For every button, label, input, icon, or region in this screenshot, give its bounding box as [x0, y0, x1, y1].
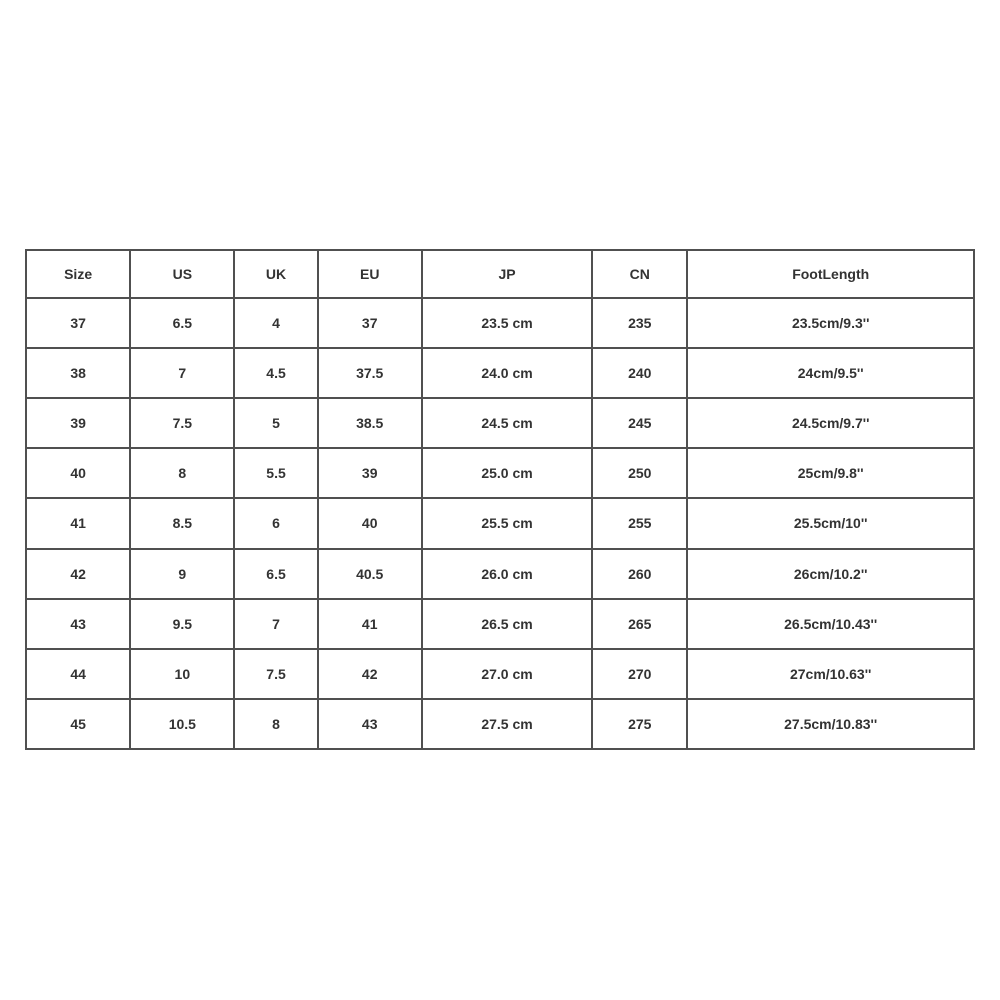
cell-cn: 235 — [592, 298, 687, 348]
cell-cn: 275 — [592, 699, 687, 749]
cell-cn: 240 — [592, 348, 687, 398]
cell-jp: 23.5 cm — [422, 298, 592, 348]
cell-uk: 4.5 — [234, 348, 317, 398]
cell-uk: 7 — [234, 599, 317, 649]
cell-jp: 24.0 cm — [422, 348, 592, 398]
cell-eu: 42 — [318, 649, 422, 699]
cell-eu: 37 — [318, 298, 422, 348]
cell-jp: 25.0 cm — [422, 448, 592, 498]
cell-uk: 4 — [234, 298, 317, 348]
cell-foot-length: 26cm/10.2'' — [687, 549, 974, 599]
cell-us: 7.5 — [130, 398, 234, 448]
cell-cn: 250 — [592, 448, 687, 498]
cell-foot-length: 25cm/9.8'' — [687, 448, 974, 498]
header-uk: UK — [234, 250, 317, 298]
cell-eu: 38.5 — [318, 398, 422, 448]
cell-foot-length: 24cm/9.5'' — [687, 348, 974, 398]
cell-foot-length: 26.5cm/10.43'' — [687, 599, 974, 649]
header-row — [26, 250, 974, 298]
cell-cn: 245 — [592, 398, 687, 448]
header-us: US — [130, 250, 234, 298]
cell-foot-length: 25.5cm/10'' — [687, 498, 974, 548]
table-row — [26, 298, 974, 348]
cell-cn: 260 — [592, 549, 687, 599]
cell-foot-length: 27.5cm/10.83'' — [687, 699, 974, 749]
header-size: Size — [26, 250, 130, 298]
cell-size: 37 — [26, 298, 130, 348]
cell-us: 10.5 — [130, 699, 234, 749]
cell-size: 39 — [26, 398, 130, 448]
cell-us: 8 — [130, 448, 234, 498]
cell-jp: 26.0 cm — [422, 549, 592, 599]
header-jp: JP — [422, 250, 592, 298]
cell-us: 10 — [130, 649, 234, 699]
header-foot-length: FootLength — [687, 250, 974, 298]
cell-size: 43 — [26, 599, 130, 649]
cell-cn: 255 — [592, 498, 687, 548]
cell-eu: 41 — [318, 599, 422, 649]
cell-eu: 40 — [318, 498, 422, 548]
cell-us: 6.5 — [130, 298, 234, 348]
cell-us: 8.5 — [130, 498, 234, 548]
table-row — [26, 498, 974, 548]
cell-size: 41 — [26, 498, 130, 548]
cell-uk: 7.5 — [234, 649, 317, 699]
header-cn: CN — [592, 250, 687, 298]
cell-eu: 43 — [318, 699, 422, 749]
cell-uk: 5.5 — [234, 448, 317, 498]
cell-jp: 27.5 cm — [422, 699, 592, 749]
cell-eu: 39 — [318, 448, 422, 498]
cell-size: 40 — [26, 448, 130, 498]
table-row — [26, 448, 974, 498]
header-eu: EU — [318, 250, 422, 298]
table-row — [26, 649, 974, 699]
table-row — [26, 599, 974, 649]
table-row — [26, 348, 974, 398]
cell-uk: 6.5 — [234, 549, 317, 599]
cell-size: 44 — [26, 649, 130, 699]
cell-jp: 25.5 cm — [422, 498, 592, 548]
cell-jp: 24.5 cm — [422, 398, 592, 448]
cell-uk: 5 — [234, 398, 317, 448]
cell-uk: 6 — [234, 498, 317, 548]
cell-cn: 270 — [592, 649, 687, 699]
cell-size: 45 — [26, 699, 130, 749]
table-row — [26, 699, 974, 749]
cell-cn: 265 — [592, 599, 687, 649]
cell-size: 42 — [26, 549, 130, 599]
cell-us: 9 — [130, 549, 234, 599]
cell-foot-length: 24.5cm/9.7'' — [687, 398, 974, 448]
cell-us: 7 — [130, 348, 234, 398]
cell-jp: 26.5 cm — [422, 599, 592, 649]
table-row — [26, 398, 974, 448]
cell-eu: 40.5 — [318, 549, 422, 599]
cell-foot-length: 27cm/10.63'' — [687, 649, 974, 699]
cell-jp: 27.0 cm — [422, 649, 592, 699]
cell-eu: 37.5 — [318, 348, 422, 398]
size-chart-table — [25, 249, 975, 750]
cell-foot-length: 23.5cm/9.3'' — [687, 298, 974, 348]
cell-uk: 8 — [234, 699, 317, 749]
cell-size: 38 — [26, 348, 130, 398]
cell-us: 9.5 — [130, 599, 234, 649]
table-row — [26, 549, 974, 599]
